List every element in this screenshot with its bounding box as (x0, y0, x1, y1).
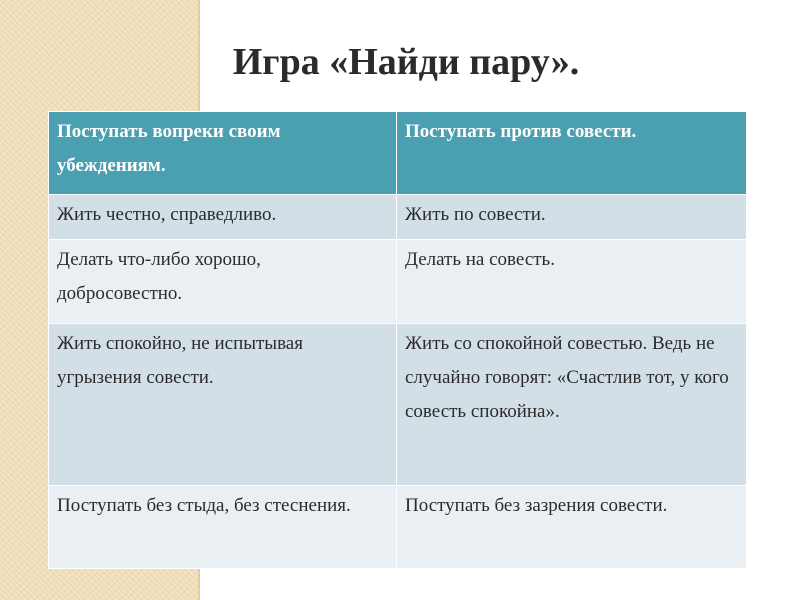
slide-title: Игра «Найди пару». (232, 41, 580, 83)
table-row (49, 240, 747, 324)
header-cell: Поступать против совести. (397, 112, 747, 195)
table-cell: Жить по совести. (397, 195, 747, 240)
table-row (49, 486, 747, 569)
table-cell: Жить честно, справедливо. (49, 195, 397, 240)
table-row (49, 195, 747, 240)
table-header-row (49, 112, 747, 195)
table-cell: Жить спокойно, не испытывая угрызения совести. (49, 324, 397, 486)
table-cell: Делать что-либо хорошо, добросовестно. (49, 240, 397, 324)
header-cell: Поступать вопреки своим убеждениям. (49, 112, 397, 195)
table-cell: Жить со спокойной совестью. Ведь не случайно говорят: «Счастлив тот, у кого совесть спокойна». (397, 324, 747, 486)
table-row (49, 324, 747, 486)
pairs-table (48, 111, 747, 569)
table-cell: Делать на совесть. (397, 240, 747, 324)
table-cell: Поступать без зазрения совести. (397, 486, 747, 569)
table-cell: Поступать без стыда, без стеснения. (49, 486, 397, 569)
